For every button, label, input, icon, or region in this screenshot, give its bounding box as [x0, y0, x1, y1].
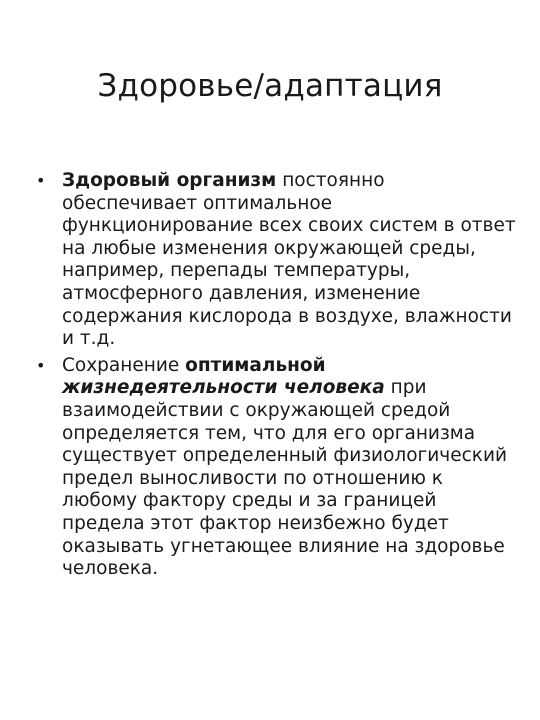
bullet-item-2	[36, 355, 516, 581]
bullet-1-text: постоянно обеспечивает оптимальное функционирование всех своих систем в ответ на любые изменения окружающей среды, например, перепады температуры, атмосферного давления, изменение содержания кислорода в воздухе, влажности и т.д.	[62, 170, 516, 350]
bullet-dot-icon: •	[36, 171, 46, 190]
bullet-2-text-end: при взаимодействии с окружающей средой определяется тем, что для его организма существует определенный физиологический предел выносливости по отношению к любому фактору среды и за границей предела этот фактор неизбежно будет оказывать угнетающее влияние на здоровье человека.	[62, 377, 507, 580]
slide-title: Здоровье/адаптация	[97, 68, 443, 104]
bullet-2-bold-text: оптимальной	[185, 354, 326, 376]
bullet-2-text-start: Сохранение	[62, 354, 186, 376]
bullet-2-bold-italic-text: жизнедеятельности человека	[62, 377, 385, 399]
bullet-1-bold-text: Здоровый организм	[62, 170, 277, 191]
bullet-list	[36, 170, 516, 585]
bullet-dot-icon: •	[36, 355, 46, 375]
bullet-item-1	[36, 170, 516, 351]
